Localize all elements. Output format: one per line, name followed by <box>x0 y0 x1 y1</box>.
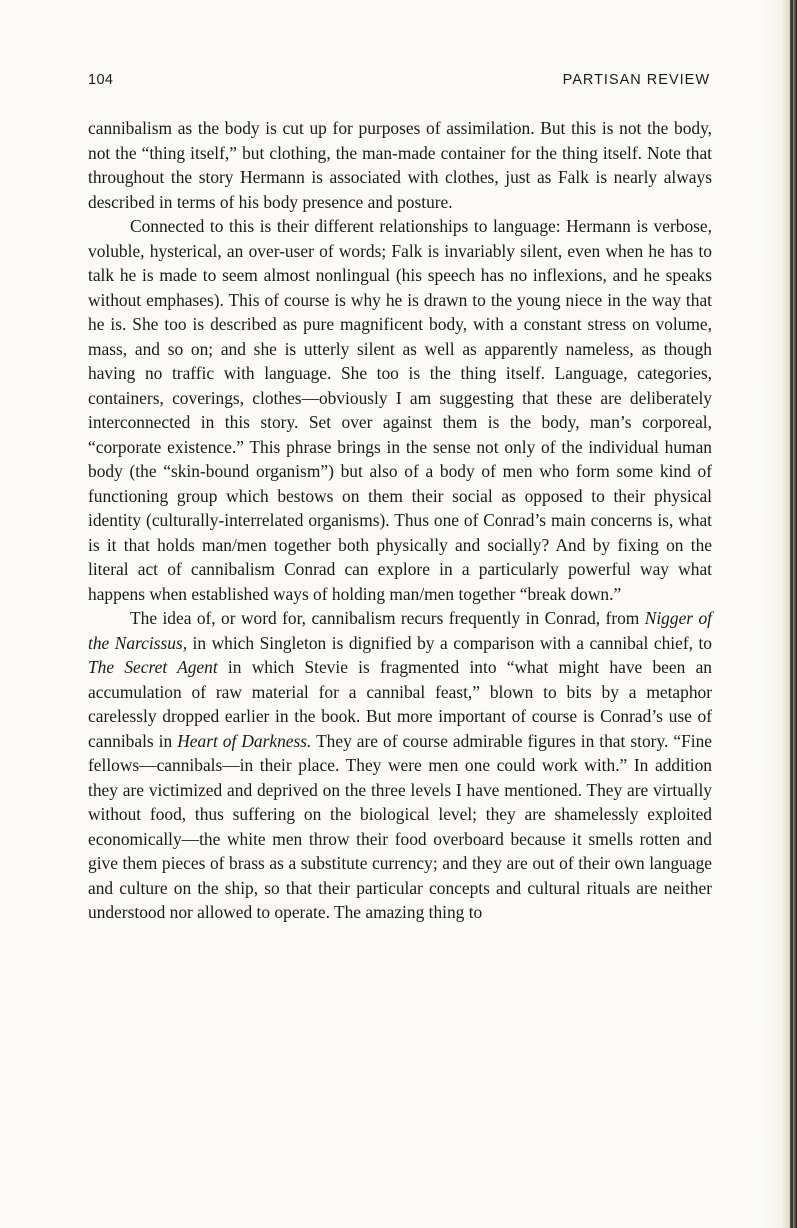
page-edge-line <box>790 0 793 1228</box>
page-number: 104 <box>88 72 114 88</box>
text-segment: cannibalism as the body is cut up for purposes of assimilation. But this is not the body, not the “thing itself,” but clothing, the man-made container for the thing itself. Note that throughout the story Hermann is associated with clothes, just as Falk is nearly always described in terms of his body presence and posture. <box>88 118 712 212</box>
text-segment: in which Singleton is dignified by a comparison with a cannibal chief, to <box>187 632 712 653</box>
paragraph <box>88 116 712 214</box>
text-segment: The idea of, or word for, cannibalism recurs frequently in Conrad, from <box>130 608 645 628</box>
journal-title: PARTISAN REVIEW <box>562 72 710 88</box>
text-segment: Connected to this is their different relationships to language: Hermann is verbose, voluble, hysterical, an over-user of words; Falk is invariably silent, even when he has to talk he is made to seem almost nonlingual (his speech has no inflexions, and he speaks without emphases). This of course is why he is drawn to the young niece in the way that he is. She too is described as pure magnificent body, with a constant stress on volume, mass, and so on; and she is utterly silent as well as apparently nameless, as though having no traffic with language. She too is the thing itself. Language, categories, containers, coverings, clothes—obviously I am suggesting that these are deliberately interconnected in this story. Set over against them is the body, man’s corporeal, “corporate existence.” This phrase brings in the sense not only of the individual human body (the “skin-bound organism”) but also of a body of men who form some kind of functioning group which bestows on them their social as opposed to their physical identity (culturally-interrelated organisms). Thus one of Conrad’s main concerns is, what is it that holds man/men together both physically and socially? And by fixing on the literal act of cannibalism Conrad can explore in a particularly powerful way what happens when established ways of holding man/men together “break down.” <box>88 216 712 604</box>
text-segment: They are of course admirable figures in that story. “Fine fellows—cannibals—in their place. They were men one could work with.” In addition they are victimized and deprived on the three levels I have mentioned. They are virtually without food, thus suffering on the biological level; they are shamelessly exploited economically—the white men throw their food overboard because it smells rotten and give them pieces of brass as a substitute currency; and they are out of their own language and culture on the ship, so that their particular concepts and cultural rituals are neither understood nor allowed to operate. The amazing thing to <box>88 730 712 922</box>
body-text <box>88 116 712 925</box>
paragraph <box>88 606 712 925</box>
running-head <box>88 72 710 94</box>
paragraph <box>88 214 712 606</box>
italic-title: Nigger of the Narcissus, <box>88 608 712 653</box>
italic-title: The Secret Agent <box>88 657 218 677</box>
italic-title: Heart of Darkness. <box>177 730 312 751</box>
text-segment: in which Stevie is fragmented into “what might have been an accumulation of raw material for a cannibal feast,” blown to bits by a metaphor carelessly dropped earlier in the book. But more important of course is Conrad’s use of cannibals in <box>88 657 712 751</box>
